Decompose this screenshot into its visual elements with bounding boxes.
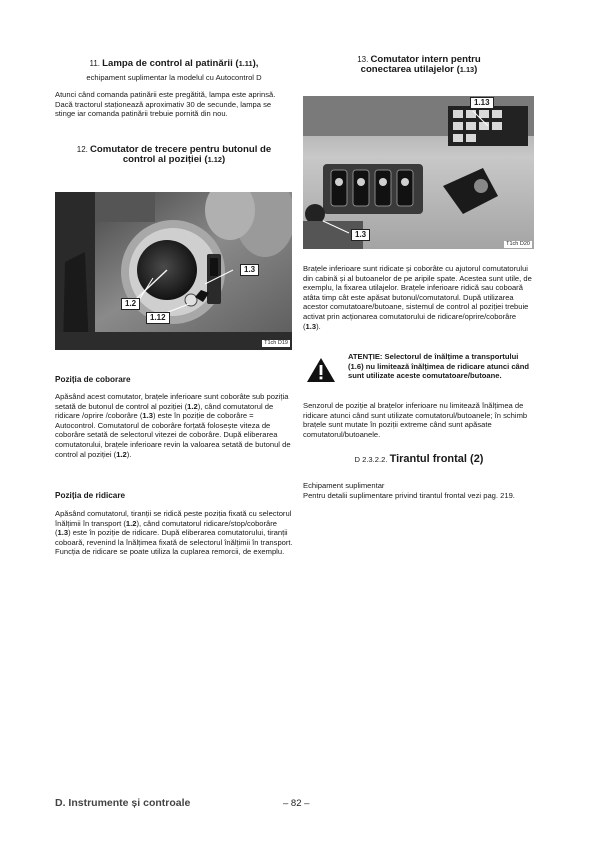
section-12-number: 12.: [76, 145, 88, 154]
right-body-1-ref: 1.3: [305, 321, 317, 331]
section-13-title-ref: 1.13: [459, 64, 475, 74]
right-body-1-text: Brațele inferioare sunt ridicate și coborâte cu ajutorul comutatorului din cabină și al butoanelor de pe aripile spate. Acestea sunt utile, de exemplu, la fixarea utilajelor. Brațele inferioare ridică sau coboară atâta timp cât este apăsat butonul/comutatorul. După utilizarea acestor comutatoare/butoane, sistemul de control al poziției trebuie activat prin acționarea comutatorului de ridicare/oprire/coborâre (: [303, 264, 532, 331]
extra-text: Pentru detalii suplimentare privind tirantul frontal vezi pag. 219.: [303, 491, 515, 500]
control-knob-photo: [55, 192, 292, 350]
section-11-body: Atunci când comanda patinării este pregătită, lampa este aprinsă. Dacă tractorul staționează aproximativ 30 de secunde, lampa se stinge iar comanda patinării trebuie pornită din nou.: [55, 90, 276, 119]
raising-heading: Poziția de ridicare: [55, 491, 126, 500]
lowering-ref-3: 1.2: [116, 449, 127, 459]
section-12-heading: [55, 145, 293, 164]
callout-1-3: 1.3: [240, 264, 259, 276]
raising-text-2: ), când comutatorul ridicare/stop/coborâre (: [55, 518, 278, 538]
section-11-heading: [55, 59, 293, 69]
section-11-number: 11.: [89, 59, 101, 68]
right-body-1: [303, 264, 535, 331]
warning-icon: [306, 357, 336, 383]
right-body-2: Senzorul de poziție al brațelor inferioare nu limitează înălțimea de ridicare atunci când sunt utilizate comutatorul/butoanele; în schimb brațele sunt mutate în poziții extreme când sunt apăsate comutatorul/butoanele.: [303, 401, 528, 439]
section-11-title-pre: Lampa de control al patinării (: [102, 58, 239, 69]
extra-label: Echipament suplimentar: [303, 481, 385, 490]
cab-switch-illustration: [303, 96, 534, 249]
callout-1-13: 1.13: [470, 97, 494, 109]
section-12-title-pre: Comutator de trecere pentru butonul de control al poziției (: [90, 144, 272, 165]
page-number: – 82 –: [283, 798, 310, 809]
lowering-heading: Poziția de coborare: [55, 375, 131, 384]
footer-section: D. Instrumente și controale: [55, 797, 191, 809]
lowering-ref-2: 1.3: [142, 411, 153, 421]
section-11-subtitle: echipament suplimentar la modelul cu Autocontrol D: [86, 73, 262, 82]
section-d-heading: [303, 455, 535, 465]
lowering-text-4: ).: [126, 449, 132, 459]
cab-switch-photo: [303, 96, 534, 249]
callout-1-12: 1.12: [146, 312, 170, 324]
lowering-text-3: ) este în poziție de coborâre = Autocontrol. Comutatorul de coborâre forțată folosește viteza de coborâre setată de selectorul vitezei de coborâre. După eliberarea comutatorului, brațele inferioare revin la valoarea setată de butonul de control al poziției (: [55, 411, 291, 459]
lowering-text-1: Apăsând acest comutator, brațele inferioare sunt coborâte sub poziția setată de butonul de control al poziției (: [55, 392, 289, 411]
callout-1-2: 1.2: [121, 298, 140, 310]
section-12-title-ref: 1.12: [207, 154, 222, 164]
section-13-title-pre: Comutator intern pentru conectarea utilajelor (: [360, 54, 481, 75]
raising-text-3: ) este în poziție de ridicare. După eliberarea comutatorului, tiranții coboară, revenind la înălțimea fixată de selectorul înălțimii în transport. Funcția de ridicare se poate utiliza la cuplarea remorcii, de exemplu.: [55, 528, 293, 557]
warning-text: ATENȚIE: Selectorul de înălțime a transportului (1.6) nu limitează înălțimea de ridicare atunci când sunt utilizate aceste comutatoare/butoane.: [348, 352, 530, 381]
section-13-title-post: ): [474, 63, 478, 75]
callout-1-3-right: 1.3: [351, 229, 370, 241]
section-11-title-post: ),: [252, 58, 259, 69]
lowering-text-2: ), când comutatorul de ridicare /oprire /coborâre (: [55, 401, 274, 421]
section-13-heading: [303, 55, 535, 74]
raising-ref-2: 1.3: [57, 528, 69, 538]
right-body-1-end: ).: [316, 321, 321, 331]
section-12-title-post: ): [221, 153, 226, 165]
raising-ref-1: 1.2: [125, 518, 137, 528]
section-d-number: D 2.3.2.2.: [354, 455, 388, 464]
section-13-number: 13.: [357, 55, 369, 64]
photo-2-code: T1ch D20: [506, 241, 530, 247]
lowering-ref-1: 1.2: [187, 401, 198, 411]
section-d-title: Tirantul frontal (2): [389, 453, 484, 465]
raising-text-1: Apăsând comutatorul, tiranții se ridică peste poziția fixată cu selectorul înălțimii în transport (: [55, 509, 292, 528]
section-11-title-ref: 1.11: [238, 59, 253, 68]
photo-1-code: T1ch D19: [264, 340, 288, 346]
lowering-body: [55, 392, 293, 459]
raising-body: [55, 509, 293, 557]
